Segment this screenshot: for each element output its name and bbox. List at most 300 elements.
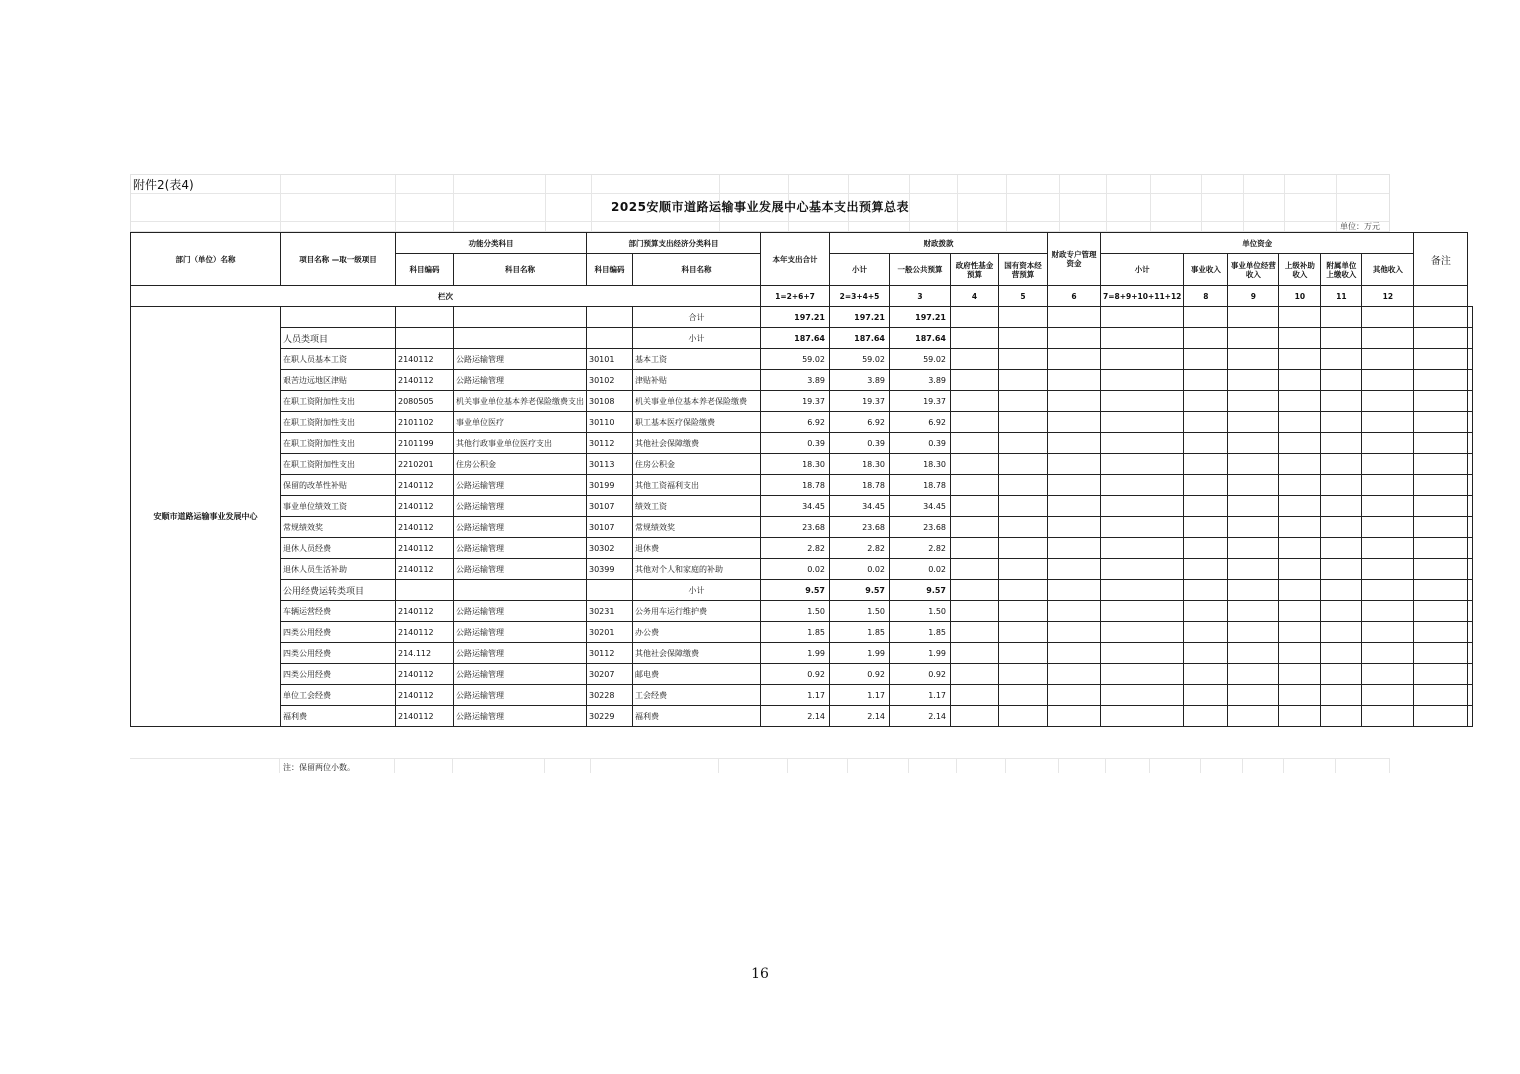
empty-cell	[999, 328, 1048, 349]
cell-total: 18.30	[761, 454, 830, 475]
empty-cell	[1279, 538, 1321, 559]
empty-cell	[1228, 685, 1279, 706]
empty-cell	[999, 412, 1048, 433]
empty-cell	[1362, 559, 1414, 580]
cell-general: 0.92	[890, 664, 951, 685]
empty-cell	[999, 601, 1048, 622]
empty-cell	[1414, 517, 1468, 538]
empty-cell	[1468, 328, 1473, 349]
empty-cell	[1468, 559, 1473, 580]
empty-cell	[1468, 664, 1473, 685]
cell-econ-name: 职工基本医疗保险缴费	[633, 412, 761, 433]
empty-cell	[1414, 622, 1468, 643]
cell-func-code: 2140112	[396, 622, 454, 643]
empty-cell	[1414, 601, 1468, 622]
empty-cell	[1362, 622, 1414, 643]
header-special: 财政专户管理资金	[1048, 233, 1101, 286]
empty-cell	[1362, 307, 1414, 328]
table-row	[131, 517, 1473, 538]
empty-cell	[1321, 433, 1362, 454]
empty-cell	[1048, 475, 1101, 496]
cell-econ-code: 30228	[587, 685, 633, 706]
cell-project: 在职工资附加性支出	[281, 454, 396, 475]
cell-econ-code: 30112	[587, 643, 633, 664]
cell-func-name: 机关事业单位基本养老保险缴费支出	[454, 391, 587, 412]
table-row	[131, 685, 1473, 706]
header-econ-group: 部门预算支出经济分类科目	[587, 233, 761, 254]
empty-cell	[1101, 685, 1184, 706]
cell-fiscal-sub: 19.37	[830, 391, 890, 412]
cell-econ-name: 福利费	[633, 706, 761, 727]
empty-cell	[1414, 412, 1468, 433]
cell-econ-code: 30199	[587, 475, 633, 496]
header-other-income: 其他收入	[1362, 254, 1414, 286]
header-fiscal-sub: 小计	[830, 254, 890, 286]
empty-cell	[1279, 622, 1321, 643]
empty-cell	[1362, 643, 1414, 664]
empty-cell	[999, 622, 1048, 643]
empty-cell	[1321, 328, 1362, 349]
empty-cell	[951, 307, 999, 328]
empty-cell	[1321, 622, 1362, 643]
empty-cell	[1468, 601, 1473, 622]
cell-fiscal-sub: 18.78	[830, 475, 890, 496]
cell-project: 艰苦边远地区津贴	[281, 370, 396, 391]
header-state-capital: 国有资本经营预算	[999, 254, 1048, 286]
empty-cell	[1362, 706, 1414, 727]
dept-name-cell: 安顺市道路运输事业发展中心	[131, 307, 281, 727]
header-total: 本年支出合计	[761, 233, 830, 286]
cell-func-name: 公路运输管理	[454, 706, 587, 727]
table-row	[131, 664, 1473, 685]
cell-project: 四类公用经费	[281, 643, 396, 664]
table-row	[131, 307, 1473, 328]
empty-cell	[1184, 538, 1228, 559]
table-row	[131, 370, 1473, 391]
empty-cell	[1362, 391, 1414, 412]
empty-cell	[1101, 433, 1184, 454]
empty-cell	[999, 580, 1048, 601]
cell-project: 常规绩效奖	[281, 517, 396, 538]
cell-econ-code: 30201	[587, 622, 633, 643]
empty-cell	[951, 412, 999, 433]
cell-total: 1.85	[761, 622, 830, 643]
empty-cell	[1321, 601, 1362, 622]
empty-cell	[1414, 391, 1468, 412]
empty-cell	[1184, 328, 1228, 349]
empty-cell	[1184, 559, 1228, 580]
empty-cell	[1321, 349, 1362, 370]
empty-cell	[1048, 454, 1101, 475]
empty-cell	[1468, 412, 1473, 433]
cell-func-name: 公路运输管理	[454, 517, 587, 538]
cell-general: 1.50	[890, 601, 951, 622]
empty-cell	[1279, 391, 1321, 412]
empty-cell	[1321, 685, 1362, 706]
empty-cell	[1414, 454, 1468, 475]
empty-cell	[1468, 643, 1473, 664]
cell-econ-name: 合计	[633, 307, 761, 328]
table-row	[131, 580, 1473, 601]
cell-general: 2.82	[890, 538, 951, 559]
footnote: 注：保留两位小数。	[283, 763, 355, 772]
empty-cell	[1101, 307, 1184, 328]
cell-func-name	[454, 328, 587, 349]
empty-cell	[951, 559, 999, 580]
cell-func-name: 公路运输管理	[454, 601, 587, 622]
empty-cell	[999, 643, 1048, 664]
empty-cell	[1184, 454, 1228, 475]
empty-cell	[1362, 349, 1414, 370]
cell-project: 在职工资附加性支出	[281, 391, 396, 412]
cell-total: 19.37	[761, 391, 830, 412]
cell-general: 9.57	[890, 580, 951, 601]
empty-cell	[1101, 496, 1184, 517]
unit-label: 单位：万元	[1340, 222, 1380, 231]
empty-cell	[1184, 475, 1228, 496]
header-general: 一般公共预算	[890, 254, 951, 286]
empty-cell	[1414, 328, 1468, 349]
cell-econ-name: 机关事业单位基本养老保险缴费	[633, 391, 761, 412]
table-row	[131, 601, 1473, 622]
empty-cell	[1048, 601, 1101, 622]
cell-fiscal-sub: 9.57	[830, 580, 890, 601]
empty-cell	[951, 349, 999, 370]
empty-cell	[1362, 496, 1414, 517]
empty-cell	[999, 559, 1048, 580]
table-row	[131, 706, 1473, 727]
empty-cell	[1468, 496, 1473, 517]
empty-cell	[1184, 349, 1228, 370]
index-c3: 3	[890, 286, 951, 307]
empty-cell	[999, 538, 1048, 559]
cell-econ-code	[587, 328, 633, 349]
cell-func-code: 2140112	[396, 685, 454, 706]
index-c9: 9	[1228, 286, 1279, 307]
empty-cell	[1184, 496, 1228, 517]
empty-cell	[1048, 370, 1101, 391]
cell-general: 59.02	[890, 349, 951, 370]
table-row	[131, 328, 1473, 349]
empty-cell	[1468, 622, 1473, 643]
cell-econ-code: 30231	[587, 601, 633, 622]
empty-cell	[1468, 538, 1473, 559]
cell-project: 退休人员生活补助	[281, 559, 396, 580]
cell-total: 197.21	[761, 307, 830, 328]
empty-cell	[1362, 685, 1414, 706]
cell-total: 0.39	[761, 433, 830, 454]
empty-cell	[1414, 685, 1468, 706]
empty-cell	[999, 496, 1048, 517]
cell-func-code: 2140112	[396, 664, 454, 685]
empty-cell	[999, 685, 1048, 706]
header-func-group: 功能分类科目	[396, 233, 587, 254]
empty-cell	[1228, 496, 1279, 517]
empty-cell	[1279, 475, 1321, 496]
empty-cell	[1101, 580, 1184, 601]
cell-total: 23.68	[761, 517, 830, 538]
index-label: 栏次	[131, 286, 761, 307]
cell-project: 公用经费运转类项目	[281, 580, 396, 601]
cell-total: 6.92	[761, 412, 830, 433]
cell-general: 0.02	[890, 559, 951, 580]
cell-econ-name: 住房公积金	[633, 454, 761, 475]
empty-cell	[1468, 517, 1473, 538]
cell-econ-code: 30101	[587, 349, 633, 370]
empty-cell	[1362, 454, 1414, 475]
empty-cell	[1321, 454, 1362, 475]
cell-func-code	[396, 307, 454, 328]
empty-cell	[1048, 622, 1101, 643]
cell-project: 在职工资附加性支出	[281, 433, 396, 454]
header-gov-fund: 政府性基金预算	[951, 254, 999, 286]
header-func-code: 科目编码	[396, 254, 454, 286]
empty-cell	[951, 622, 999, 643]
empty-cell	[1228, 622, 1279, 643]
empty-cell	[1468, 349, 1473, 370]
empty-cell	[1414, 496, 1468, 517]
empty-cell	[1468, 307, 1473, 328]
empty-cell	[1048, 433, 1101, 454]
cell-project: 在职人员基本工资	[281, 349, 396, 370]
table-row	[131, 454, 1473, 475]
cell-func-code: 214.112	[396, 643, 454, 664]
empty-cell	[1414, 475, 1468, 496]
cell-econ-name: 公务用车运行维护费	[633, 601, 761, 622]
empty-cell	[1101, 328, 1184, 349]
cell-econ-name: 其他对个人和家庭的补助	[633, 559, 761, 580]
empty-cell	[951, 517, 999, 538]
cell-func-name: 公路运输管理	[454, 538, 587, 559]
cell-project: 保留的改革性补贴	[281, 475, 396, 496]
cell-econ-name: 办公费	[633, 622, 761, 643]
empty-cell	[1048, 580, 1101, 601]
empty-cell	[1321, 517, 1362, 538]
cell-general: 3.89	[890, 370, 951, 391]
empty-cell	[1414, 580, 1468, 601]
cell-func-code: 2140112	[396, 496, 454, 517]
index-c7: 7=8+9+10+11+12	[1101, 286, 1184, 307]
empty-cell	[1321, 307, 1362, 328]
header-dept: 部门（单位）名称	[131, 233, 281, 286]
cell-total: 9.57	[761, 580, 830, 601]
cell-fiscal-sub: 2.82	[830, 538, 890, 559]
empty-cell	[1101, 559, 1184, 580]
empty-cell	[1228, 517, 1279, 538]
attachment-label: 附件2(表4)	[133, 178, 194, 192]
empty-cell	[1048, 517, 1101, 538]
cell-fiscal-sub: 59.02	[830, 349, 890, 370]
empty-cell	[1048, 412, 1101, 433]
empty-cell	[1184, 370, 1228, 391]
cell-general: 1.17	[890, 685, 951, 706]
cell-econ-code: 30107	[587, 517, 633, 538]
empty-cell	[1321, 580, 1362, 601]
empty-cell	[1184, 307, 1228, 328]
empty-cell	[1101, 517, 1184, 538]
header-unit-sub: 小计	[1101, 254, 1184, 286]
empty-cell	[1468, 454, 1473, 475]
cell-fiscal-sub: 0.39	[830, 433, 890, 454]
index-c11: 11	[1321, 286, 1362, 307]
cell-econ-name: 其他社会保障缴费	[633, 433, 761, 454]
empty-cell	[951, 580, 999, 601]
table-row	[131, 538, 1473, 559]
empty-cell	[1048, 664, 1101, 685]
empty-cell	[999, 433, 1048, 454]
empty-cell	[1228, 538, 1279, 559]
table-row	[131, 475, 1473, 496]
empty-cell	[1228, 643, 1279, 664]
cell-econ-code: 30110	[587, 412, 633, 433]
empty-cell	[1362, 412, 1414, 433]
table-row	[131, 433, 1473, 454]
empty-cell	[1184, 622, 1228, 643]
empty-cell	[1362, 517, 1414, 538]
empty-cell	[1048, 349, 1101, 370]
header-func-name: 科目名称	[454, 254, 587, 286]
empty-cell	[1228, 580, 1279, 601]
empty-cell	[1279, 412, 1321, 433]
table-row	[131, 622, 1473, 643]
empty-cell	[1321, 643, 1362, 664]
table-row	[131, 391, 1473, 412]
empty-cell	[1321, 496, 1362, 517]
cell-project: 事业单位绩效工资	[281, 496, 396, 517]
header-project: 项目名称 —取一级项目	[281, 233, 396, 286]
index-c10: 10	[1279, 286, 1321, 307]
empty-cell	[1101, 706, 1184, 727]
empty-cell	[1414, 538, 1468, 559]
cell-econ-code: 30108	[587, 391, 633, 412]
empty-cell	[951, 685, 999, 706]
cell-func-code: 2101102	[396, 412, 454, 433]
cell-project: 人员类项目	[281, 328, 396, 349]
empty-cell	[1279, 370, 1321, 391]
empty-cell	[1048, 391, 1101, 412]
empty-cell	[1362, 601, 1414, 622]
cell-project: 单位工会经费	[281, 685, 396, 706]
empty-cell	[1414, 370, 1468, 391]
cell-func-code	[396, 328, 454, 349]
empty-cell	[951, 328, 999, 349]
cell-econ-name: 常规绩效奖	[633, 517, 761, 538]
cell-fiscal-sub: 0.92	[830, 664, 890, 685]
empty-cell	[1228, 706, 1279, 727]
index-c1: 1=2+6+7	[761, 286, 830, 307]
cell-project	[281, 307, 396, 328]
empty-cell	[1101, 475, 1184, 496]
empty-cell	[951, 454, 999, 475]
cell-project: 在职工资附加性支出	[281, 412, 396, 433]
empty-cell	[999, 391, 1048, 412]
empty-cell	[999, 664, 1048, 685]
empty-cell	[1184, 580, 1228, 601]
cell-general: 0.39	[890, 433, 951, 454]
cell-func-code: 2140112	[396, 538, 454, 559]
cell-fiscal-sub: 18.30	[830, 454, 890, 475]
cell-func-code	[396, 580, 454, 601]
index-c8: 8	[1184, 286, 1228, 307]
cell-total: 34.45	[761, 496, 830, 517]
empty-cell	[1228, 475, 1279, 496]
table-row	[131, 643, 1473, 664]
cell-total: 3.89	[761, 370, 830, 391]
empty-cell	[1279, 328, 1321, 349]
cell-fiscal-sub: 1.50	[830, 601, 890, 622]
empty-cell	[1362, 580, 1414, 601]
empty-cell	[1414, 307, 1468, 328]
empty-cell	[1279, 349, 1321, 370]
empty-cell	[1228, 391, 1279, 412]
cell-econ-name: 其他社会保障缴费	[633, 643, 761, 664]
cell-func-code: 2140112	[396, 706, 454, 727]
empty-cell	[1468, 370, 1473, 391]
empty-cell	[1228, 370, 1279, 391]
cell-func-name	[454, 580, 587, 601]
index-c4: 4	[951, 286, 999, 307]
cell-econ-code	[587, 307, 633, 328]
cell-func-code: 2140112	[396, 601, 454, 622]
empty-cell	[1279, 664, 1321, 685]
empty-cell	[1279, 706, 1321, 727]
empty-cell	[1228, 307, 1279, 328]
empty-cell	[999, 517, 1048, 538]
cell-func-name	[454, 307, 587, 328]
cell-fiscal-sub: 0.02	[830, 559, 890, 580]
cell-func-name: 公路运输管理	[454, 622, 587, 643]
empty-cell	[1279, 580, 1321, 601]
cell-func-code: 2140112	[396, 349, 454, 370]
cell-func-name: 公路运输管理	[454, 664, 587, 685]
empty-cell	[1321, 559, 1362, 580]
empty-cell	[951, 706, 999, 727]
empty-cell	[999, 475, 1048, 496]
empty-cell	[1184, 601, 1228, 622]
empty-cell	[1184, 433, 1228, 454]
empty-cell	[1414, 349, 1468, 370]
table-row	[131, 496, 1473, 517]
cell-general: 23.68	[890, 517, 951, 538]
empty-cell	[1279, 307, 1321, 328]
empty-cell	[1279, 559, 1321, 580]
cell-econ-name: 其他工资福利支出	[633, 475, 761, 496]
empty-cell	[1228, 412, 1279, 433]
cell-general: 197.21	[890, 307, 951, 328]
cell-fiscal-sub: 187.64	[830, 328, 890, 349]
index-c12: 12	[1362, 286, 1414, 307]
cell-func-name: 公路运输管理	[454, 496, 587, 517]
cell-fiscal-sub: 6.92	[830, 412, 890, 433]
cell-econ-code: 30399	[587, 559, 633, 580]
empty-cell	[951, 391, 999, 412]
cell-fiscal-sub: 3.89	[830, 370, 890, 391]
cell-project: 四类公用经费	[281, 622, 396, 643]
cell-project: 车辆运营经费	[281, 601, 396, 622]
cell-econ-code: 30107	[587, 496, 633, 517]
empty-cell	[1414, 559, 1468, 580]
table-row	[131, 349, 1473, 370]
page-number: 16	[751, 966, 769, 982]
cell-econ-code	[587, 580, 633, 601]
cell-func-name: 公路运输管理	[454, 559, 587, 580]
empty-cell	[1184, 412, 1228, 433]
empty-cell	[1321, 370, 1362, 391]
cell-econ-code: 30102	[587, 370, 633, 391]
cell-econ-code: 30112	[587, 433, 633, 454]
cell-total: 2.82	[761, 538, 830, 559]
empty-cell	[1362, 538, 1414, 559]
